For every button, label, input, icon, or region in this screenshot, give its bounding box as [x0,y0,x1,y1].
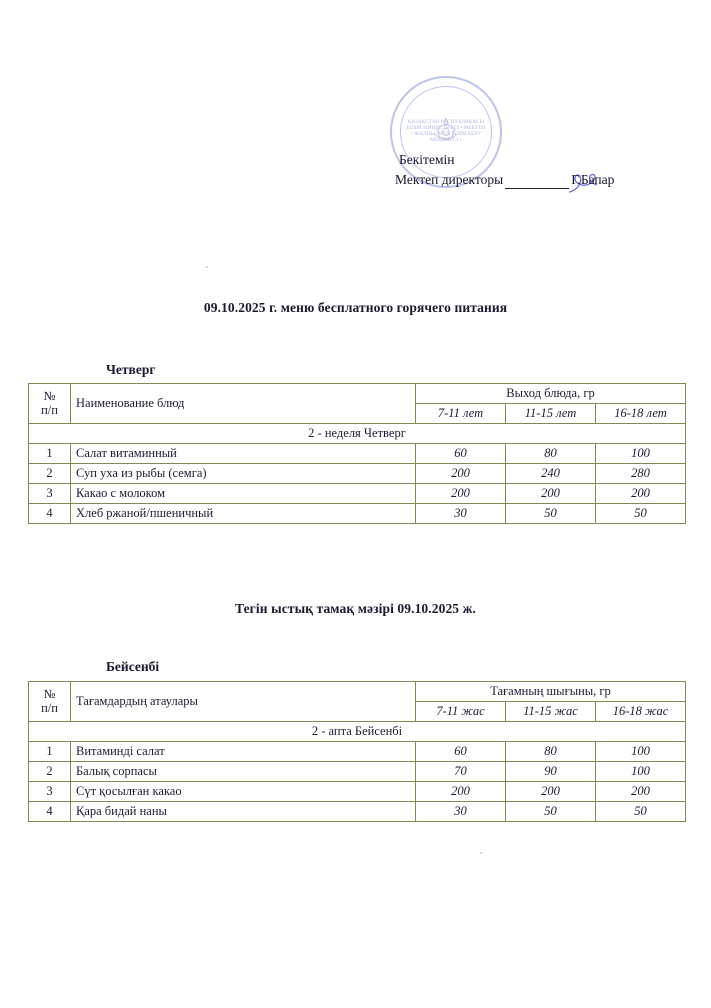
approval-word: Бекітемін [399,152,455,167]
director-name: Г.Бапар [571,171,615,187]
row-dish-name: Витаминді салат [71,742,416,762]
header-age-7-11: 7-11 жас [416,702,506,722]
weekday-label-ru: Четверг [106,362,156,377]
row-dish-name: Қара бидай наны [71,802,416,822]
header-age-16-18: 16-18 лет [596,404,686,424]
row-qty-11-15: 90 [506,762,596,782]
row-qty-7-11: 60 [416,444,506,464]
row-qty-7-11: 30 [416,802,506,822]
row-qty-16-18: 200 [596,782,686,802]
row-qty-16-18: 100 [596,444,686,464]
row-number: 3 [29,782,71,802]
header-output: Выход блюда, гр [416,384,686,404]
row-qty-11-15: 200 [506,782,596,802]
menu-table-ru [28,383,686,524]
header-number [29,384,71,424]
header-dish-name: Тағамдардың атаулары [71,682,416,722]
table-row [29,762,686,782]
row-qty-7-11: 200 [416,464,506,484]
row-qty-11-15: 80 [506,742,596,762]
row-qty-16-18: 100 [596,742,686,762]
row-qty-7-11: 200 [416,484,506,504]
row-qty-16-18: 50 [596,802,686,822]
header-number-line1: № [43,686,56,701]
table-row [29,742,686,762]
row-number: 3 [29,484,71,504]
header-number [29,682,71,722]
week-label-row [29,424,686,444]
header-number-line2: п/п [41,700,58,715]
row-number: 1 [29,742,71,762]
table-row [29,484,686,504]
table-row [29,464,686,484]
row-qty-16-18: 50 [596,504,686,524]
week-label: 2 - неделя Четверг [29,424,686,444]
table-header-row [29,384,686,404]
row-qty-16-18: 200 [596,484,686,504]
header-number-line2: п/п [41,402,58,417]
row-number: 4 [29,802,71,822]
row-number: 4 [29,504,71,524]
table-row [29,444,686,464]
emblem-icon [429,115,463,149]
header-age-7-11: 7-11 лет [416,404,506,424]
menu-table-kz [28,681,686,822]
row-number: 2 [29,464,71,484]
table-row [29,782,686,802]
header-number-line1: № [43,388,56,403]
row-qty-11-15: 50 [506,802,596,822]
row-dish-name: Хлеб ржаной/пшеничный [71,504,416,524]
row-dish-name: Какао с молоком [71,484,416,504]
row-dish-name: Салат витаминный [71,444,416,464]
row-number: 1 [29,444,71,464]
scan-speck [480,852,482,854]
row-qty-7-11: 30 [416,504,506,524]
row-dish-name: Суп уха из рыбы (семга) [71,464,416,484]
row-qty-7-11: 70 [416,762,506,782]
director-role: Мектеп директоры [395,171,504,187]
week-label-row [29,722,686,742]
director-line [395,170,695,190]
table-row [29,802,686,822]
row-qty-16-18: 280 [596,464,686,484]
row-qty-16-18: 100 [596,762,686,782]
header-output: Тағамның шығыны, гр [416,682,686,702]
header-age-11-15: 11-15 жас [506,702,596,722]
scan-speck [206,266,208,268]
header-age-16-18: 16-18 жас [596,702,686,722]
page-title-ru: 09.10.2025 г. меню бесплатного горячего питания [203,300,508,315]
row-qty-7-11: 60 [416,742,506,762]
row-qty-11-15: 200 [506,484,596,504]
row-number: 2 [29,762,71,782]
row-qty-7-11: 200 [416,782,506,802]
header-dish-name: Наименование блюд [71,384,416,424]
table-header-row [29,682,686,702]
row-dish-name: Сүт қосылған какао [71,782,416,802]
week-label: 2 - апта Бейсенбі [29,722,686,742]
table-row [29,504,686,524]
row-qty-11-15: 240 [506,464,596,484]
header-age-11-15: 11-15 лет [506,404,596,424]
signature-underline [505,175,569,189]
page-title-kz: Тегін ыстық тамақ мәзірі 09.10.2025 ж. [234,601,476,616]
approval-block [395,150,695,189]
row-qty-11-15: 80 [506,444,596,464]
weekday-label-kz: Бейсенбі [106,659,160,674]
row-dish-name: Балық сорпасы [71,762,416,782]
stamp-text: ҚАЗАҚСТАН РЕСПУБЛИКАСЫ БІЛІМ МИНИСТРЛІГІ • МЕКТЕП • ЖАЛПЫ ОРТА БІЛІМ БЕРУ МЕКЕМЕСІ • [406,119,486,143]
row-qty-11-15: 50 [506,504,596,524]
